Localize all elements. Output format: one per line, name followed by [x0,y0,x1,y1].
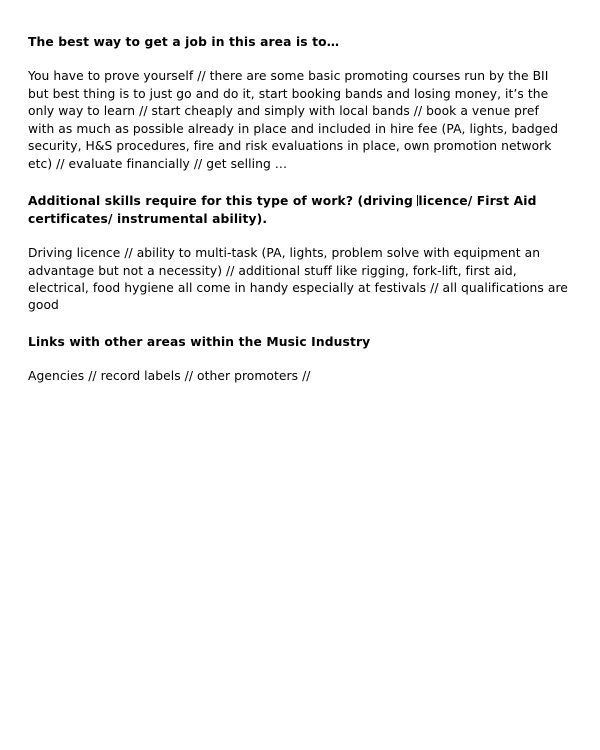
document-body [28,34,568,386]
section-heading-3: Links with other areas within the Music Industry [28,334,371,349]
section-heading-1: The best way to get a job in this area is to… [28,35,340,49]
spacer [28,51,568,68]
section-paragraph-1: You have to prove yourself // there are some basic promoting courses run by the BII but best thing is to just go and do it, start booking bands and losing money, it’s the only way to learn // start cheaply and simply with local bands // book a venue pref with as much as possible already in place and included in hire fee (PA, lights, badged security, H&S procedures, fire and risk evaluations in place, own promotion network etc) // evaluate financially // get selling … [28,69,559,171]
spacer [28,173,568,193]
section-heading-2-part2: licence/ First Aid certificates/ instrumental ability). [28,194,537,226]
section-heading-2 [28,193,568,228]
spacer [28,228,568,245]
section-paragraph-3: Agencies // record labels // other promoters // [28,369,311,384]
spacer [28,351,568,368]
spacer [28,315,568,334]
section-heading-2-part1: Additional skills require for this type of work? (driving [28,194,418,209]
section-paragraph-2: Driving licence // ability to multi-task (PA, lights, problem solve with equipment an advantage but not a necessity) // additional stuff like rigging, fork-lift, first aid, electrical, food hygiene all come in handy especially at festivals // all qualifications are good [28,246,568,313]
